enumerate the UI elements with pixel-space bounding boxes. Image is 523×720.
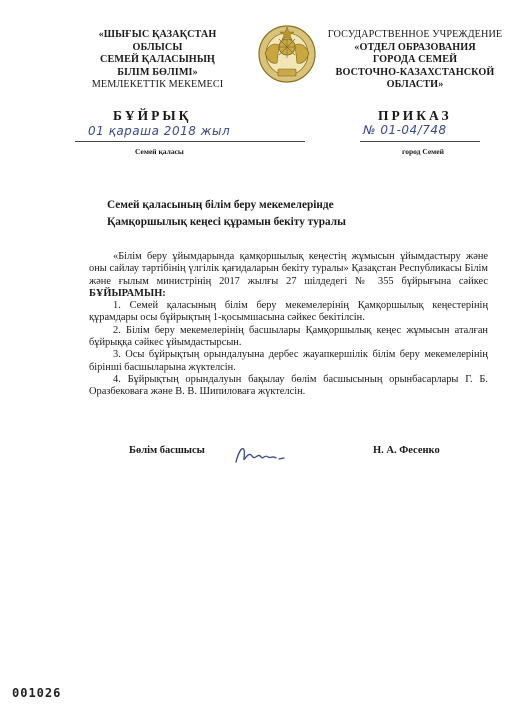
title-line: Қамқоршылық кеңесі құрамын бекіту туралы <box>107 215 346 228</box>
number-value: 01-04/748 <box>380 123 447 137</box>
header-right-org <box>320 29 510 92</box>
body-item: 1. Семей қаласының білім беру мекемелерінің Қамқоршылық кеңестерінің құрамдары осы бұйрықтың 1-қосымшасына сәйкес бекітілсін. <box>89 300 488 324</box>
place-kz: Семей қаласы <box>135 147 184 156</box>
body-item: 2. Білім беру мекемелерінің басшылары Қамқоршылық кеңес жұмысын аталған бұйрыққа сәйкес ұйымдастырсын. <box>89 324 488 349</box>
order-number <box>363 123 447 137</box>
header-right-line: ГОСУДАРСТВЕННОЕ УЧРЕЖДЕНИЕ <box>327 29 503 40</box>
number-prefix: № <box>363 123 376 137</box>
state-emblem-icon <box>257 23 317 85</box>
body-intro <box>89 251 488 300</box>
header-right-line: «ОТДЕЛ ОБРАЗОВАНИЯ <box>354 41 476 53</box>
place-ru: город Семей <box>402 147 444 156</box>
body-item: 4. Бұйрықтың орындалуын бақылау бөлім басшысының орынбасарлары Г. Б. Оразбековаға және В. В. Шипиловаға жүктелсін. <box>89 373 488 398</box>
order-title-kz: БҰЙРЫҚ <box>113 108 192 123</box>
title-line: Семей қаласының білім беру мекемелерінде <box>107 199 334 211</box>
header-left-line: «ШЫҒЫС ҚАЗАҚСТАН <box>98 29 217 40</box>
header-left-line: СЕМЕЙ ҚАЛАСЫНЫҢ <box>100 54 215 65</box>
order-title-ru: ПРИКАЗ <box>378 108 452 123</box>
body-item: 3. Осы бұйрықтың орындалуына дербес жауапкершілік білім беру мекемелерінің бірінші басшыларына жүктелсін. <box>89 349 488 373</box>
header-left-line: БІЛІМ БӨЛІМІ» <box>117 66 198 78</box>
header-right-line: ВОСТОЧНО-КАЗАХСТАНСКОЙ <box>335 66 495 78</box>
document-title <box>107 197 467 230</box>
signatory-position: Бөлім басшысы <box>129 445 205 456</box>
intro-text: «Білім беру ұйымдарында қамқоршылық кеңестің жұмысын ұйымдастыру және оны сайлау тәртібінің үлгілік қағидаларын бекіту туралы» Қазақстан Республикасы Білім және ғылым министрінің 2017 жылғы 27 шілдедегі № 355 бұйрығына сәйкес <box>89 251 488 287</box>
header-right-line: ОБЛАСТИ» <box>386 79 444 90</box>
document-body <box>89 251 488 399</box>
header-left-org <box>70 29 245 92</box>
intro-decree: БҰЙЫРАМЫН: <box>89 287 166 299</box>
signatory-name: Н. А. Фесенко <box>373 445 440 456</box>
handwritten-signature <box>232 440 292 470</box>
order-date: 01 қараша 2018 жыл <box>88 124 231 138</box>
header-left-line: МЕМЛЕКЕТТІК МЕКЕМЕСІ <box>91 79 224 90</box>
header-right-line: ГОРОДА СЕМЕЙ <box>372 54 458 65</box>
header-left-line: ОБЛЫСЫ <box>132 41 183 53</box>
serial-number: 001026 <box>12 686 62 700</box>
